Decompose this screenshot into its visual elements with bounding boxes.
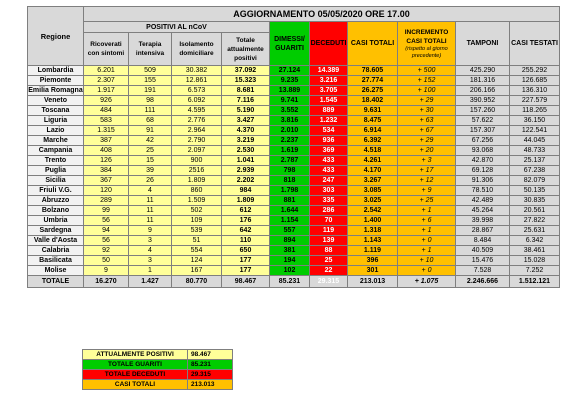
increment-cell: + 152	[398, 76, 456, 86]
region-name-cell: Basilicata	[28, 256, 84, 266]
increment-cell: + 1	[398, 226, 456, 236]
home-isolation-cell: 860	[172, 186, 222, 196]
increment-cell: + 1	[398, 206, 456, 216]
intensive-care-cell: 25	[129, 146, 172, 156]
hospitalized-cell: 408	[84, 146, 129, 156]
swabs-cell: 57.622	[456, 116, 510, 126]
total-cases-cell: 3.025	[348, 196, 398, 206]
deceased-cell: 889	[310, 106, 348, 116]
deceased-cell: 247	[310, 176, 348, 186]
tested-cell: 25.137	[510, 156, 560, 166]
tested-cell: 15.028	[510, 256, 560, 266]
total-cases-cell: 9.631	[348, 106, 398, 116]
increment-cell: + 9	[398, 186, 456, 196]
increment-cell: + 29	[398, 136, 456, 146]
recovered-cell: 27.124	[270, 66, 310, 76]
table-row	[28, 156, 560, 166]
total-cases-cell: 6.392	[348, 136, 398, 146]
total-positive-cell: 5.190	[222, 106, 270, 116]
table-row	[28, 206, 560, 216]
region-name-cell: Lazio	[28, 126, 84, 136]
deceased-cell: 433	[310, 156, 348, 166]
swabs-cell: 2.246.666	[456, 276, 510, 288]
increment-cell: + 0	[398, 266, 456, 276]
total-positive-cell: 177	[222, 266, 270, 276]
tested-cell: 38.461	[510, 246, 560, 256]
deceased-cell: 936	[310, 136, 348, 146]
deceased-header: DECEDUTI	[310, 22, 348, 66]
total-positive-cell: 177	[222, 256, 270, 266]
hospitalized-header: Ricoverati con sintomi	[84, 33, 129, 66]
total-positive-cell: 3.427	[222, 116, 270, 126]
region-name-cell: Friuli V.G.	[28, 186, 84, 196]
summary-row	[83, 370, 233, 380]
intensive-care-cell: 11	[129, 216, 172, 226]
increment-header	[398, 22, 456, 66]
swabs-cell: 42.870	[456, 156, 510, 166]
table-row	[28, 136, 560, 146]
region-name-cell: Sardegna	[28, 226, 84, 236]
summary-label: TOTALE DECEDUTI	[83, 370, 188, 380]
table-row	[28, 66, 560, 76]
total-cases-cell: 396	[348, 256, 398, 266]
deceased-cell: 29.315	[310, 276, 348, 288]
tested-cell: 48.733	[510, 146, 560, 156]
increment-cell: + 500	[398, 66, 456, 76]
deceased-cell: 335	[310, 196, 348, 206]
region-name-cell: Umbria	[28, 216, 84, 226]
tested-cell: 50.135	[510, 186, 560, 196]
recovered-cell: 102	[270, 266, 310, 276]
swabs-cell: 91.306	[456, 176, 510, 186]
home-isolation-cell: 1.509	[172, 196, 222, 206]
home-isolation-cell: 900	[172, 156, 222, 166]
total-positive-cell: 98.467	[222, 276, 270, 288]
deceased-cell: 22	[310, 266, 348, 276]
swabs-cell: 67.256	[456, 136, 510, 146]
tested-cell: 30.835	[510, 196, 560, 206]
total-positive-cell: 3.219	[222, 136, 270, 146]
recovered-cell: 798	[270, 166, 310, 176]
recovered-cell: 818	[270, 176, 310, 186]
intensive-care-cell: 26	[129, 176, 172, 186]
swabs-cell: 42.489	[456, 196, 510, 206]
swabs-cell: 78.510	[456, 186, 510, 196]
tested-cell: 118.265	[510, 106, 560, 116]
hospitalized-cell: 120	[84, 186, 129, 196]
tested-cell: 82.079	[510, 176, 560, 186]
total-positive-cell: 37.092	[222, 66, 270, 76]
total-cases-cell: 2.542	[348, 206, 398, 216]
table-row	[28, 176, 560, 186]
home-isolation-cell: 2.097	[172, 146, 222, 156]
tested-cell: 1.512.121	[510, 276, 560, 288]
increment-cell: + 17	[398, 166, 456, 176]
deceased-cell: 534	[310, 126, 348, 136]
deceased-cell: 1.545	[310, 96, 348, 106]
summary-table	[82, 349, 233, 390]
hospitalized-cell: 126	[84, 156, 129, 166]
total-cases-cell: 1.119	[348, 246, 398, 256]
total-cases-cell: 18.402	[348, 96, 398, 106]
home-isolation-cell: 554	[172, 246, 222, 256]
intensive-care-cell: 11	[129, 206, 172, 216]
recovered-cell: 1.154	[270, 216, 310, 226]
recovered-header: DIMESSI/ GUARITI	[270, 22, 310, 66]
swabs-cell: 40.509	[456, 246, 510, 256]
hospitalized-cell: 289	[84, 196, 129, 206]
total-cases-header: CASI TOTALI	[348, 22, 398, 66]
home-isolation-cell: 12.861	[172, 76, 222, 86]
swabs-cell: 206.166	[456, 86, 510, 96]
increment-cell: + 63	[398, 116, 456, 126]
tested-cell: 126.685	[510, 76, 560, 86]
recovered-cell: 1.644	[270, 206, 310, 216]
total-cases-cell: 78.605	[348, 66, 398, 76]
total-cases-cell: 213.013	[348, 276, 398, 288]
total-cases-cell: 27.774	[348, 76, 398, 86]
total-cases-cell: 1.143	[348, 236, 398, 246]
home-isolation-cell: 2.790	[172, 136, 222, 146]
deceased-cell: 1.232	[310, 116, 348, 126]
summary-row	[83, 380, 233, 390]
total-cases-cell: 4.261	[348, 156, 398, 166]
table-row	[28, 186, 560, 196]
increment-cell: + 0	[398, 236, 456, 246]
summary-value: 213.013	[188, 380, 233, 390]
region-name-cell: Sicilia	[28, 176, 84, 186]
table-row	[28, 246, 560, 256]
home-isolation-cell: 51	[172, 236, 222, 246]
recovered-cell: 881	[270, 196, 310, 206]
total-positive-cell: 984	[222, 186, 270, 196]
tested-cell: 7.252	[510, 266, 560, 276]
increment-cell: + 10	[398, 256, 456, 266]
summary-label: TOTALE GUARITI	[83, 360, 188, 370]
table-row	[28, 216, 560, 226]
intensive-care-cell: 91	[129, 126, 172, 136]
region-name-cell: Valle d'Aosta	[28, 236, 84, 246]
table-row	[28, 266, 560, 276]
update-title: AGGIORNAMENTO 05/05/2020 ORE 17.00	[84, 7, 560, 22]
total-positive-cell: 1.809	[222, 196, 270, 206]
region-name-cell: TOTALE	[28, 276, 84, 288]
home-isolation-cell: 6.573	[172, 86, 222, 96]
total-positive-cell: 110	[222, 236, 270, 246]
tested-cell: 136.310	[510, 86, 560, 96]
intensive-care-cell: 155	[129, 76, 172, 86]
home-isolation-cell: 539	[172, 226, 222, 236]
deceased-cell: 25	[310, 256, 348, 266]
hospitalized-cell: 1.315	[84, 126, 129, 136]
tested-cell: 20.561	[510, 206, 560, 216]
totals-row	[28, 276, 560, 288]
swabs-cell: 157.260	[456, 106, 510, 116]
total-cases-cell: 301	[348, 266, 398, 276]
deceased-cell: 119	[310, 226, 348, 236]
table-row	[28, 76, 560, 86]
swabs-cell: 45.264	[456, 206, 510, 216]
deceased-cell: 70	[310, 216, 348, 226]
deceased-cell: 88	[310, 246, 348, 256]
deceased-cell: 433	[310, 166, 348, 176]
table-row	[28, 96, 560, 106]
hospitalized-cell: 583	[84, 116, 129, 126]
increment-cell: + 12	[398, 176, 456, 186]
recovered-cell: 13.889	[270, 86, 310, 96]
increment-cell: + 30	[398, 106, 456, 116]
intensive-care-cell: 98	[129, 96, 172, 106]
hospitalized-cell: 92	[84, 246, 129, 256]
increment-header-label: INCREMENTO CASI TOTALI	[404, 28, 449, 45]
region-name-cell: Trento	[28, 156, 84, 166]
hospitalized-cell: 94	[84, 226, 129, 236]
hospitalized-cell: 99	[84, 206, 129, 216]
total-cases-cell: 4.170	[348, 166, 398, 176]
positives-group-header: POSITIVI AL nCoV	[84, 22, 270, 33]
summary-value: 98.467	[188, 350, 233, 360]
deceased-cell: 3.216	[310, 76, 348, 86]
hospitalized-cell: 926	[84, 96, 129, 106]
total-positive-cell: 642	[222, 226, 270, 236]
swabs-cell: 425.290	[456, 66, 510, 76]
increment-cell: + 29	[398, 96, 456, 106]
intensive-care-cell: 4	[129, 186, 172, 196]
total-positive-cell: 612	[222, 206, 270, 216]
total-positive-cell: 2.939	[222, 166, 270, 176]
region-name-cell: Lombardia	[28, 66, 84, 76]
tested-cell: 122.541	[510, 126, 560, 136]
recovered-cell: 894	[270, 236, 310, 246]
intensive-care-cell: 11	[129, 196, 172, 206]
home-isolation-cell: 2.964	[172, 126, 222, 136]
summary-value: 29.315	[188, 370, 233, 380]
table-row	[28, 236, 560, 246]
deceased-cell: 14.389	[310, 66, 348, 76]
total-positive-cell: 1.041	[222, 156, 270, 166]
tested-cell: 255.292	[510, 66, 560, 76]
tested-cell: 25.631	[510, 226, 560, 236]
total-cases-cell: 4.518	[348, 146, 398, 156]
region-name-cell: Molise	[28, 266, 84, 276]
home-isolation-cell: 80.770	[172, 276, 222, 288]
table-row	[28, 106, 560, 116]
table-row	[28, 146, 560, 156]
region-name-cell: Marche	[28, 136, 84, 146]
region-name-cell: Puglia	[28, 166, 84, 176]
increment-cell: + 20	[398, 146, 456, 156]
table-row	[28, 256, 560, 266]
recovered-cell: 2.237	[270, 136, 310, 146]
hospitalized-cell: 2.307	[84, 76, 129, 86]
summary-value: 85.231	[188, 360, 233, 370]
hospitalized-cell: 50	[84, 256, 129, 266]
hospitalized-cell: 367	[84, 176, 129, 186]
recovered-cell: 381	[270, 246, 310, 256]
table-row	[28, 226, 560, 236]
home-isolation-cell: 1.809	[172, 176, 222, 186]
recovered-cell: 557	[270, 226, 310, 236]
region-name-cell: Abruzzo	[28, 196, 84, 206]
intensive-care-cell: 9	[129, 226, 172, 236]
increment-header-note: (rispetto al giorno precedente)	[405, 45, 448, 59]
hospitalized-cell: 56	[84, 216, 129, 226]
covid-data-table	[27, 6, 560, 288]
swabs-cell: 93.068	[456, 146, 510, 156]
tested-cell: 36.150	[510, 116, 560, 126]
swabs-cell: 15.476	[456, 256, 510, 266]
region-header: Regione	[28, 7, 84, 66]
total-positive-header: Totale attualmente positivi	[222, 33, 270, 66]
swabs-cell: 69.128	[456, 166, 510, 176]
region-name-cell: Calabria	[28, 246, 84, 256]
hospitalized-cell: 16.270	[84, 276, 129, 288]
swabs-cell: 157.307	[456, 126, 510, 136]
recovered-cell: 9.741	[270, 96, 310, 106]
total-positive-cell: 15.323	[222, 76, 270, 86]
intensive-care-cell: 509	[129, 66, 172, 76]
summary-row	[83, 360, 233, 370]
total-cases-cell: 6.914	[348, 126, 398, 136]
swabs-cell: 8.484	[456, 236, 510, 246]
intensive-care-cell: 1.427	[129, 276, 172, 288]
recovered-cell: 9.235	[270, 76, 310, 86]
intensive-care-cell: 42	[129, 136, 172, 146]
total-positive-cell: 176	[222, 216, 270, 226]
recovered-cell: 3.816	[270, 116, 310, 126]
hospitalized-cell: 484	[84, 106, 129, 116]
deceased-cell: 369	[310, 146, 348, 156]
increment-cell: + 1	[398, 246, 456, 256]
deceased-cell: 303	[310, 186, 348, 196]
tested-cell: 67.238	[510, 166, 560, 176]
region-name-cell: Emilia Romagna	[28, 87, 83, 94]
hospitalized-cell: 1.917	[84, 86, 129, 96]
total-positive-cell: 2.530	[222, 146, 270, 156]
intensive-care-cell: 3	[129, 236, 172, 246]
recovered-cell: 85.231	[270, 276, 310, 288]
table-row	[28, 116, 560, 126]
intensive-care-cell: 111	[129, 106, 172, 116]
total-positive-cell: 650	[222, 246, 270, 256]
total-cases-cell: 1.318	[348, 226, 398, 236]
hospitalized-cell: 387	[84, 136, 129, 146]
deceased-cell: 139	[310, 236, 348, 246]
recovered-cell: 2.787	[270, 156, 310, 166]
hospitalized-cell: 384	[84, 166, 129, 176]
home-isolation-cell: 2.776	[172, 116, 222, 126]
total-cases-cell: 3.085	[348, 186, 398, 196]
recovered-cell: 3.552	[270, 106, 310, 116]
increment-cell: + 3	[398, 156, 456, 166]
region-name-cell: Piemonte	[28, 76, 84, 86]
hospitalized-cell: 56	[84, 236, 129, 246]
table-row	[28, 166, 560, 176]
intensive-care-cell: 1	[129, 266, 172, 276]
total-cases-cell: 1.400	[348, 216, 398, 226]
home-isolation-cell: 6.092	[172, 96, 222, 106]
home-isolation-cell: 30.382	[172, 66, 222, 76]
total-cases-cell: 26.275	[348, 86, 398, 96]
deceased-cell: 286	[310, 206, 348, 216]
swabs-cell: 181.316	[456, 76, 510, 86]
region-name-cell: Bolzano	[28, 206, 84, 216]
intensive-care-cell: 191	[129, 86, 172, 96]
tested-cell: 6.342	[510, 236, 560, 246]
recovered-cell: 194	[270, 256, 310, 266]
intensive-care-cell: 4	[129, 246, 172, 256]
total-cases-cell: 8.475	[348, 116, 398, 126]
recovered-cell: 2.010	[270, 126, 310, 136]
intensive-care-cell: 15	[129, 156, 172, 166]
intensive-care-cell: 68	[129, 116, 172, 126]
home-isolation-header: Isolamento domiciliare	[172, 33, 222, 66]
table-row	[28, 196, 560, 206]
total-cases-cell: 3.267	[348, 176, 398, 186]
increment-cell: + 100	[398, 86, 456, 96]
table-row	[28, 86, 560, 96]
region-name-cell: Liguria	[28, 116, 84, 126]
hospitalized-cell: 9	[84, 266, 129, 276]
intensive-care-cell: 39	[129, 166, 172, 176]
home-isolation-cell: 4.595	[172, 106, 222, 116]
region-name-cell: Toscana	[28, 106, 84, 116]
recovered-cell: 1.798	[270, 186, 310, 196]
home-isolation-cell: 502	[172, 206, 222, 216]
tested-cell: 227.579	[510, 96, 560, 106]
summary-row	[83, 350, 233, 360]
total-positive-cell: 7.116	[222, 96, 270, 106]
region-name-cell: Campania	[28, 146, 84, 156]
hospitalized-cell: 6.201	[84, 66, 129, 76]
summary-label: ATTUALMENTE POSITIVI	[83, 350, 188, 360]
home-isolation-cell: 109	[172, 216, 222, 226]
home-isolation-cell: 124	[172, 256, 222, 266]
summary-label: CASI TOTALI	[83, 380, 188, 390]
recovered-cell: 1.619	[270, 146, 310, 156]
deceased-cell: 3.705	[310, 86, 348, 96]
increment-cell: + 25	[398, 196, 456, 206]
increment-cell: + 6	[398, 216, 456, 226]
intensive-care-header: Terapia intensiva	[129, 33, 172, 66]
swabs-header: TAMPONI	[456, 22, 510, 66]
home-isolation-cell: 167	[172, 266, 222, 276]
increment-cell: + 67	[398, 126, 456, 136]
swabs-cell: 39.998	[456, 216, 510, 226]
swabs-cell: 28.867	[456, 226, 510, 236]
tested-header: CASI TESTATI	[510, 22, 560, 66]
intensive-care-cell: 3	[129, 256, 172, 266]
table-row	[28, 126, 560, 136]
increment-cell: + 1.075	[398, 276, 456, 288]
total-positive-cell: 4.370	[222, 126, 270, 136]
total-positive-cell: 2.202	[222, 176, 270, 186]
tested-cell: 44.045	[510, 136, 560, 146]
total-positive-cell: 8.681	[222, 86, 270, 96]
home-isolation-cell: 2516	[172, 166, 222, 176]
swabs-cell: 390.952	[456, 96, 510, 106]
region-name-cell: Veneto	[28, 96, 84, 106]
tested-cell: 27.822	[510, 216, 560, 226]
swabs-cell: 7.528	[456, 266, 510, 276]
